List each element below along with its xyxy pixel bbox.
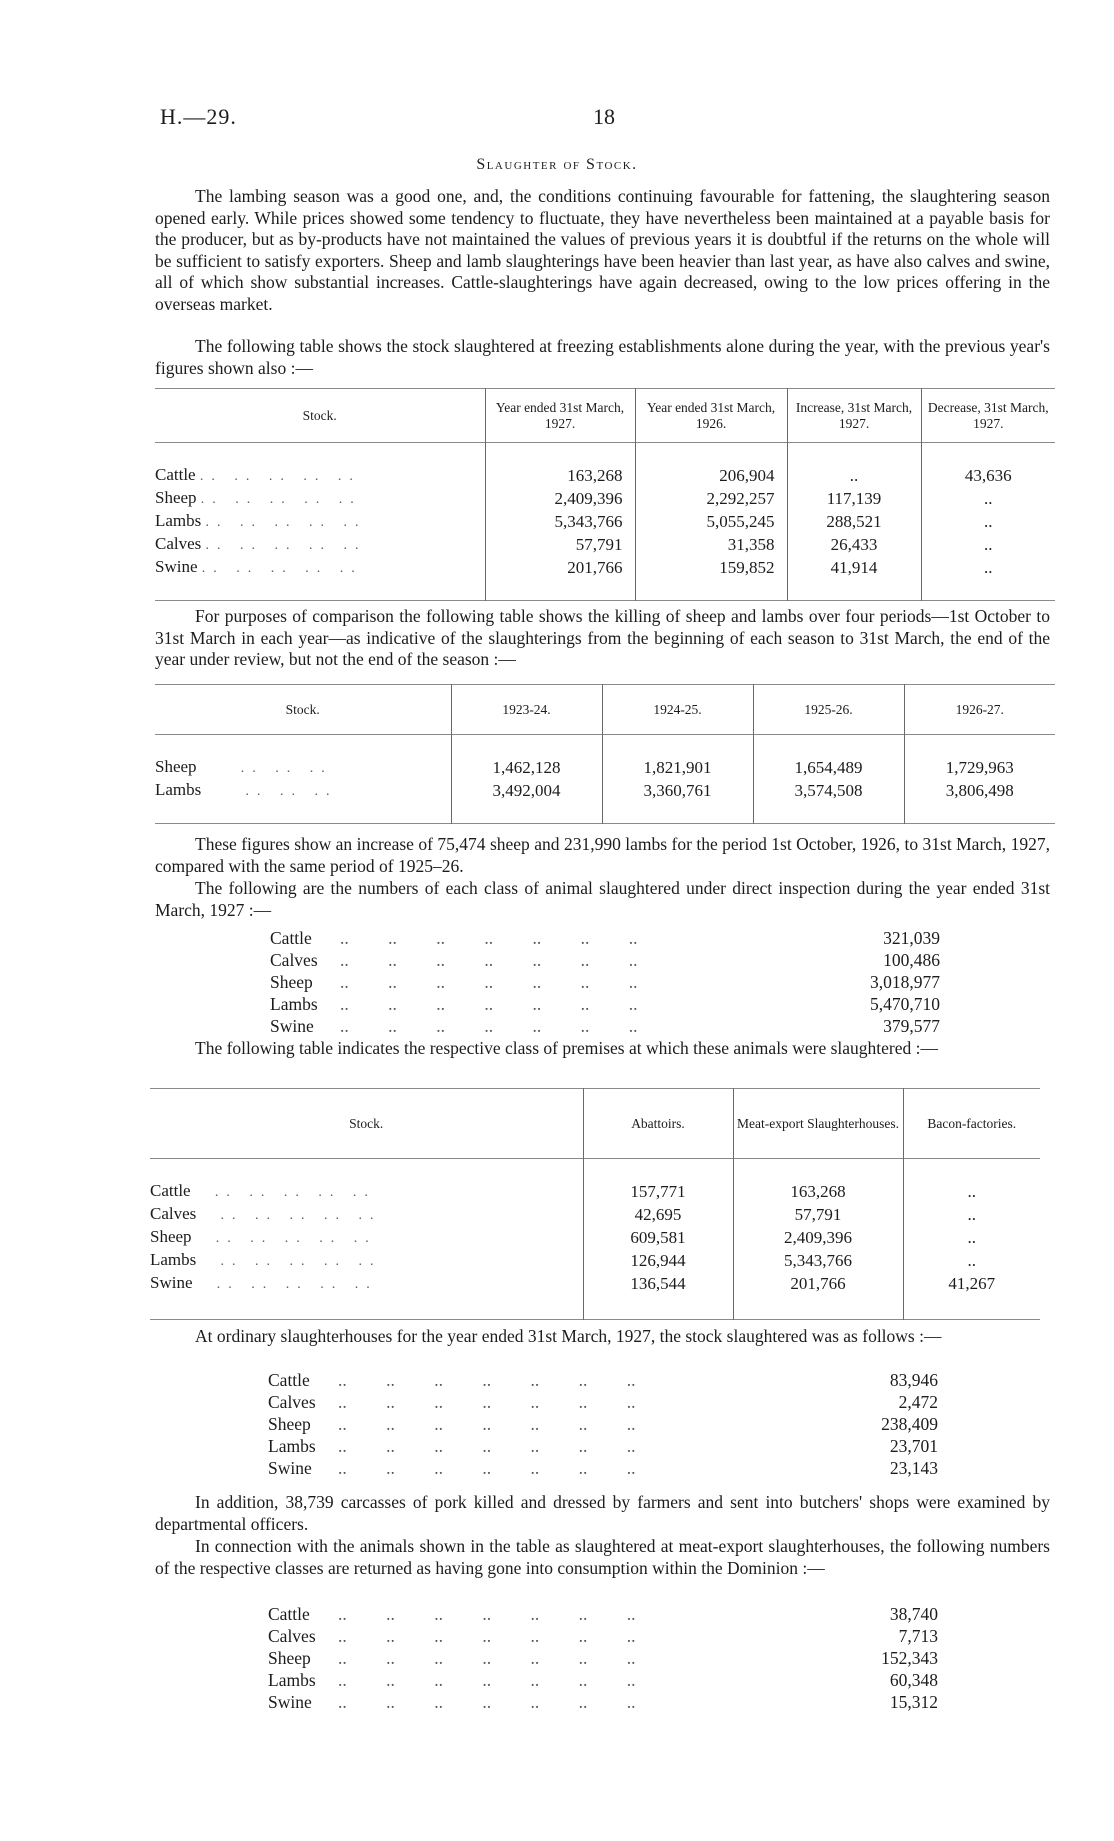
- column-header: Stock.: [302, 407, 337, 423]
- row-label: Swine: [150, 1273, 193, 1292]
- list-item: Lambs .. .. .. .. .. .. .. 60,348: [268, 1670, 938, 1690]
- table-cell: ..: [921, 533, 1055, 556]
- list-item-label: Cattle: [268, 1604, 310, 1624]
- list-item: Sheep .. .. .. .. .. .. .. 152,343: [268, 1648, 938, 1668]
- column-header: 1924-25.: [602, 685, 753, 735]
- table-cell: 163,268: [485, 464, 635, 487]
- table-cell: 3,492,004: [451, 779, 602, 802]
- page-reference: H.—29.: [160, 104, 237, 129]
- table-cell: 5,055,245: [635, 510, 787, 533]
- table-row: Calves .. .. .. .. .. 42,695 57,791 ..: [150, 1203, 1040, 1226]
- paragraph-ordinary-slaughterhouses: At ordinary slaughterhouses for the year ended 31st March, 1927, the stock slaughtered was as follows :—: [195, 1326, 942, 1346]
- section-title: Slaughter of Stock.: [476, 156, 638, 173]
- table-cell: 126,944: [583, 1249, 733, 1272]
- table-cell: ..: [903, 1203, 1040, 1226]
- table-cell: 31,358: [635, 533, 787, 556]
- row-label: Cattle: [155, 465, 196, 484]
- table-cell: 2,409,396: [733, 1226, 903, 1249]
- list-item-label: Lambs: [270, 994, 318, 1014]
- table-cell: 201,766: [485, 556, 635, 579]
- list-item-value: 152,343: [881, 1648, 938, 1668]
- table-cell: 3,574,508: [753, 779, 904, 802]
- list-item: Swine .. .. .. .. .. .. .. 23,143: [268, 1458, 938, 1478]
- table-row: Cattle .. .. .. .. .. 163,268 206,904 .. 43,636: [155, 464, 1055, 487]
- list-item-label: Lambs: [268, 1670, 316, 1690]
- list-item-label: Cattle: [270, 928, 312, 948]
- row-label: Calves: [150, 1204, 197, 1223]
- table-row: Sheep .. .. .. 1,462,128 1,821,901 1,654,489 1,729,963: [155, 756, 1055, 779]
- table-cell: 2,292,257: [635, 487, 787, 510]
- column-header: Meat-export Slaughterhouses.: [733, 1089, 903, 1159]
- list-item-label: Cattle: [268, 1370, 310, 1390]
- list-item: Sheep .. .. .. .. .. .. .. 3,018,977: [270, 972, 940, 992]
- list-item: Calves .. .. .. .. .. .. .. 2,472: [268, 1392, 938, 1412]
- table-row: Calves .. .. .. .. .. 57,791 31,358 26,433 ..: [155, 533, 1055, 556]
- column-header: 1926-27.: [904, 685, 1055, 735]
- list-item-label: Swine: [268, 1692, 312, 1712]
- row-label: Lambs: [155, 511, 202, 530]
- paragraph-premises-intro: The following table indicates the respective class of premises at which these animals were slaughtered :—: [195, 1038, 939, 1058]
- table-cell: ..: [921, 487, 1055, 510]
- page-number: 18: [593, 104, 615, 129]
- list-item-value: 321,039: [883, 928, 940, 948]
- list-item: Cattle .. .. .. .. .. .. .. 321,039: [270, 928, 940, 948]
- paragraph-dominion-consumption-intro: In connection with the animals shown in the table as slaughtered at meat-export slaughterhouses, the following numbers of the respective classes are returned as having gone into consumption within the Dominion :—: [155, 1536, 1050, 1578]
- column-header: Abattoirs.: [583, 1089, 733, 1159]
- row-label: Sheep: [150, 1227, 192, 1246]
- table-cell: 3,806,498: [904, 779, 1055, 802]
- table-cell: 1,462,128: [451, 756, 602, 779]
- list-item-label: Sheep: [268, 1648, 311, 1668]
- table-cell: ..: [903, 1226, 1040, 1249]
- list-item-label: Sheep: [268, 1414, 311, 1434]
- column-header: Decrease, 31st March, 1927.: [921, 389, 1055, 443]
- list-item-value: 15,312: [889, 1692, 938, 1712]
- table-header-row: [150, 1089, 1040, 1159]
- list-item-value: 23,701: [889, 1436, 938, 1456]
- list-item-value: 83,946: [889, 1370, 938, 1390]
- row-label: Cattle: [150, 1181, 191, 1200]
- freezing-establishments-table: [155, 388, 1055, 601]
- list-item: Cattle .. .. .. .. .. .. .. 83,946: [268, 1370, 938, 1390]
- list-item-value: 23,143: [889, 1458, 938, 1478]
- table-cell: 157,771: [583, 1180, 733, 1203]
- table-cell: 201,766: [733, 1272, 903, 1295]
- table-cell: 57,791: [485, 533, 635, 556]
- table-cell: 26,433: [787, 533, 921, 556]
- table-cell: ..: [921, 510, 1055, 533]
- table-cell: 5,343,766: [733, 1249, 903, 1272]
- paragraph-direct-inspection-intro: The following are the numbers of each class of animal slaughtered under direct inspection during the year ended 31st March, 1927 :—: [155, 878, 1050, 920]
- row-label: Calves: [155, 534, 202, 553]
- list-item: Sheep .. .. .. .. .. .. .. 238,409: [268, 1414, 938, 1434]
- paragraph-lambing-season: The lambing season was a good one, and, the conditions continuing favourable for fattening, the slaughtering season opened early. While prices showed some tendency to fluctuate, they have nevertheless been maintained at a payable basis for the producer, but as by-products have not maintained the values of previous years it is doubtful if the returns on the whole will be sufficient to satisfy exporters. Sheep and lamb slaughterings have been heavier than last year, as have also calves and swine, all of which show substantial increases. Cattle-slaughterings have again decreased, owing to the low prices offering in the overseas market.: [155, 186, 1050, 314]
- paragraph-increase-summary: These figures show an increase of 75,474 sheep and 231,990 lambs for the period 1st October, 1926, to 31st March, 1927, compared with the same period of 1925–26.: [155, 834, 1050, 876]
- table-cell: ..: [903, 1249, 1040, 1272]
- row-label: Lambs: [155, 780, 202, 799]
- list-item-value: 100,486: [883, 950, 940, 970]
- paragraph-pork-carcasses: In addition, 38,739 carcasses of pork killed and dressed by farmers and sent into butchers' shops were examined by departmental officers.: [155, 1492, 1050, 1534]
- list-item: Swine .. .. .. .. .. .. .. 15,312: [268, 1692, 938, 1712]
- table-cell: 5,343,766: [485, 510, 635, 533]
- column-header: Stock.: [349, 1115, 384, 1131]
- table-header-row: [155, 685, 1055, 735]
- list-item-value: 2,472: [898, 1392, 938, 1412]
- table-cell: 2,409,396: [485, 487, 635, 510]
- table-row: Swine .. .. .. .. .. 136,544 201,766 41,267: [150, 1272, 1040, 1295]
- list-item-label: Swine: [270, 1016, 314, 1036]
- table-cell: 163,268: [733, 1180, 903, 1203]
- list-item-value: 60,348: [889, 1670, 938, 1690]
- column-header: Year ended 31st March, 1927.: [485, 389, 635, 443]
- list-item-label: Swine: [268, 1458, 312, 1478]
- table-row: Cattle .. .. .. .. .. 157,771 163,268 ..: [150, 1180, 1040, 1203]
- list-item: Calves .. .. .. .. .. .. .. 100,486: [270, 950, 940, 970]
- table-cell: 136,544: [583, 1272, 733, 1295]
- row-label: Sheep: [155, 488, 197, 507]
- table-cell: 1,729,963: [904, 756, 1055, 779]
- table-cell: 117,139: [787, 487, 921, 510]
- list-item: Cattle .. .. .. .. .. .. .. 38,740: [268, 1604, 938, 1624]
- sheep-lambs-periods-table: [155, 684, 1055, 824]
- list-item-value: 7,713: [898, 1626, 938, 1646]
- list-item-value: 38,740: [889, 1604, 938, 1624]
- list-item-value: 379,577: [883, 1016, 940, 1036]
- table-cell: 206,904: [635, 464, 787, 487]
- row-label: Sheep: [155, 757, 197, 776]
- table-cell: 288,521: [787, 510, 921, 533]
- list-item-label: Calves: [268, 1626, 316, 1646]
- list-item-label: Calves: [268, 1392, 316, 1412]
- table-row: Swine .. .. .. .. .. 201,766 159,852 41,914 ..: [155, 556, 1055, 579]
- table-cell: 609,581: [583, 1226, 733, 1249]
- column-header: Increase, 31st March, 1927.: [787, 389, 921, 443]
- paragraph-table1-intro: The following table shows the stock slaughtered at freezing establishments alone during the year, with the previous year's figures shown also :—: [155, 336, 1050, 378]
- column-header: Year ended 31st March, 1926.: [635, 389, 787, 443]
- column-header: Bacon-factories.: [903, 1089, 1040, 1159]
- paragraph-comparison-intro: For purposes of comparison the following table shows the killing of sheep and lambs over four periods—1st October to 31st March in each year—as indicative of the slaughterings from the beginning of each season to 31st March, the end of the year under review, but not the end of the season :—: [155, 606, 1050, 669]
- table-cell: ..: [921, 556, 1055, 579]
- list-item-label: Sheep: [270, 972, 313, 992]
- table-cell: ..: [903, 1180, 1040, 1203]
- list-item: Calves .. .. .. .. .. .. .. 7,713: [268, 1626, 938, 1646]
- table-row: Sheep .. .. .. .. .. 609,581 2,409,396 ..: [150, 1226, 1040, 1249]
- list-item-value: 238,409: [881, 1414, 938, 1434]
- table-cell: 1,654,489: [753, 756, 904, 779]
- list-item-label: Calves: [270, 950, 318, 970]
- column-header: 1923-24.: [451, 685, 602, 735]
- table-cell: 1,821,901: [602, 756, 753, 779]
- list-item: Lambs .. .. .. .. .. .. .. 23,701: [268, 1436, 938, 1456]
- table-cell: 159,852: [635, 556, 787, 579]
- column-header: Stock.: [285, 701, 320, 717]
- table-row: Lambs .. .. .. .. .. 5,343,766 5,055,245 288,521 ..: [155, 510, 1055, 533]
- table-header-row: [155, 389, 1055, 443]
- table-cell: 43,636: [921, 464, 1055, 487]
- table-cell: 41,914: [787, 556, 921, 579]
- list-item-value: 3,018,977: [870, 972, 940, 992]
- list-item: Swine .. .. .. .. .. .. .. 379,577: [270, 1016, 940, 1036]
- table-row: Lambs .. .. .. .. .. 126,944 5,343,766 ..: [150, 1249, 1040, 1272]
- column-header: 1925-26.: [753, 685, 904, 735]
- table-cell: ..: [787, 464, 921, 487]
- premises-class-table: [150, 1088, 1040, 1320]
- row-label: Lambs: [150, 1250, 197, 1269]
- table-cell: 41,267: [903, 1272, 1040, 1295]
- table-cell: 57,791: [733, 1203, 903, 1226]
- list-item: Lambs .. .. .. .. .. .. .. 5,470,710: [270, 994, 940, 1014]
- list-item-value: 5,470,710: [870, 994, 940, 1014]
- table-row: Sheep .. .. .. .. .. 2,409,396 2,292,257 117,139 ..: [155, 487, 1055, 510]
- list-item-label: Lambs: [268, 1436, 316, 1456]
- table-cell: 42,695: [583, 1203, 733, 1226]
- table-row: Lambs .. .. .. 3,492,004 3,360,761 3,574,508 3,806,498: [155, 779, 1055, 802]
- table-cell: 3,360,761: [602, 779, 753, 802]
- row-label: Swine: [155, 557, 198, 576]
